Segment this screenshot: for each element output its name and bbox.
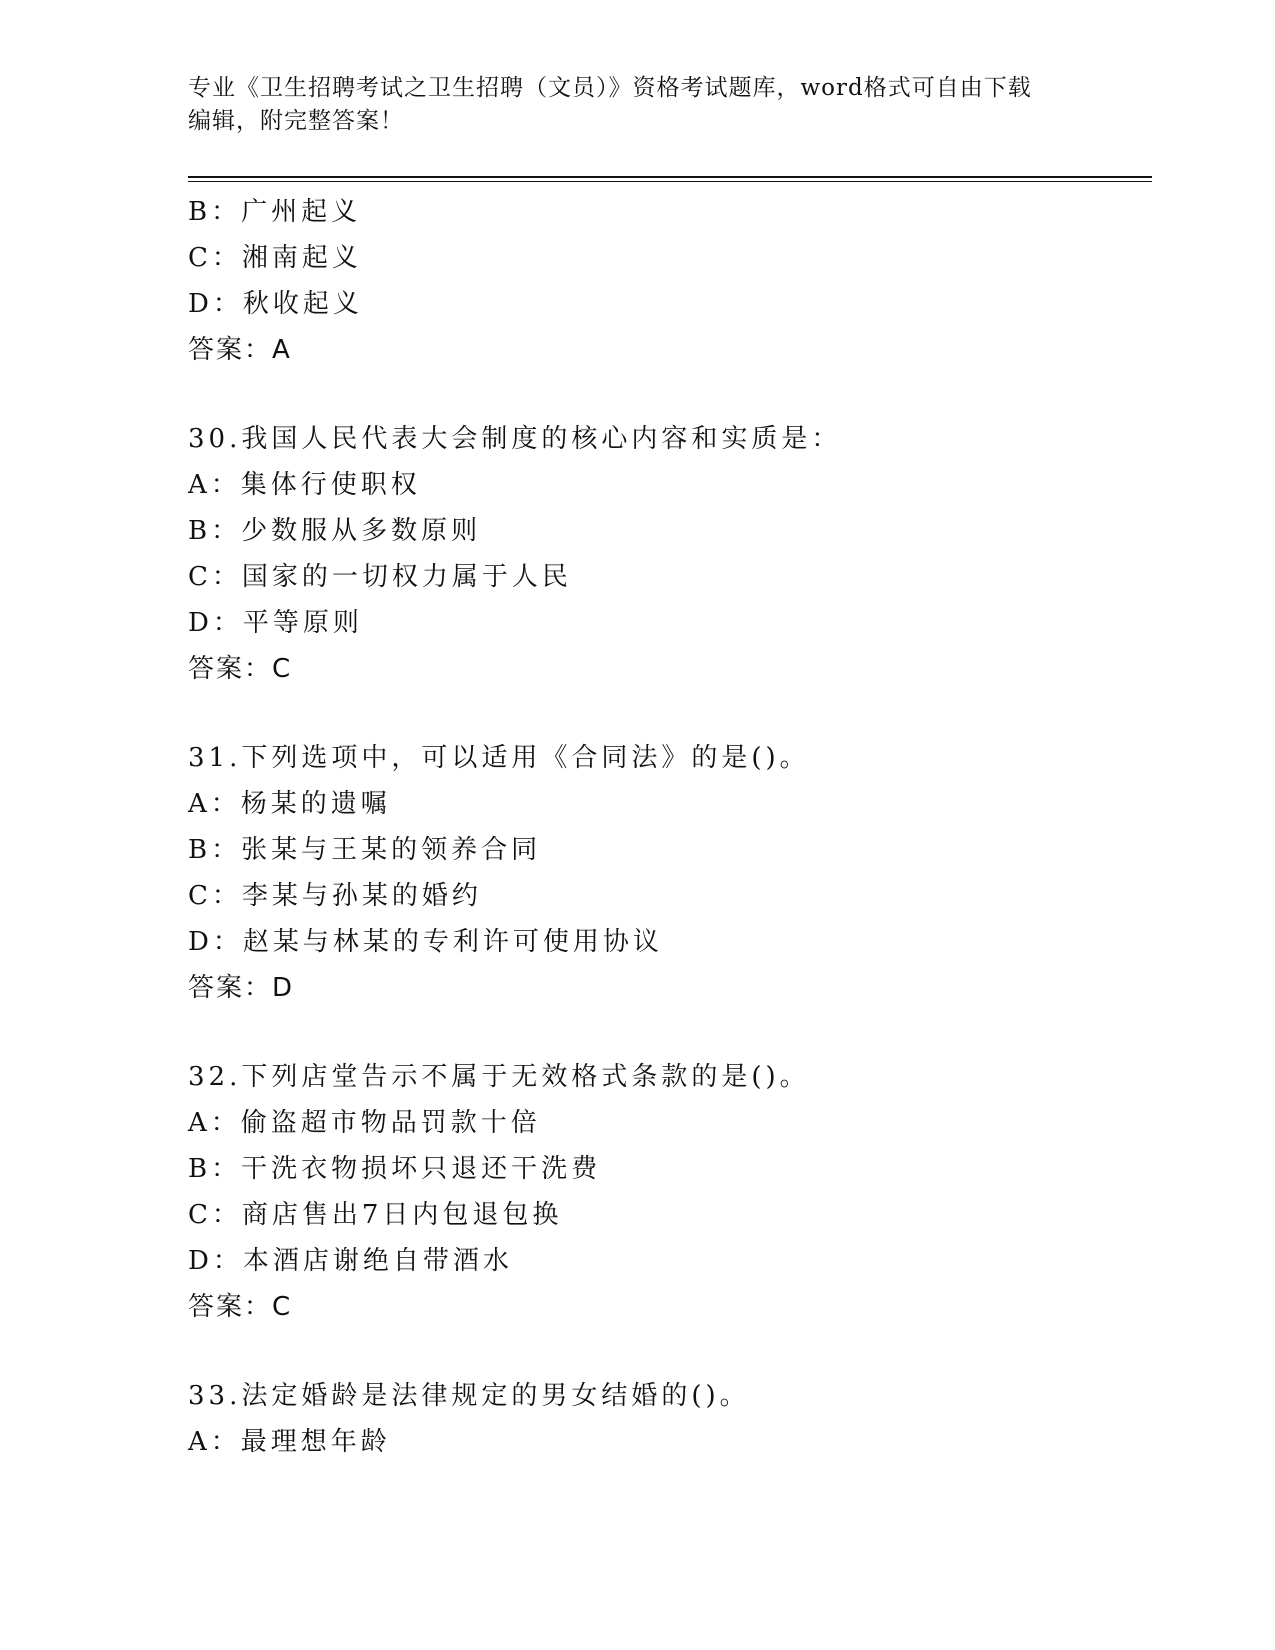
option-d: D：秋收起义	[188, 289, 363, 319]
answer-line: 答案：C	[188, 1292, 293, 1322]
question-stem: 30.我国人民代表大会制度的核心内容和实质是：	[188, 424, 842, 454]
option-c: C：湘南起义	[188, 243, 362, 273]
question-list	[188, 189, 1148, 1465]
option-d: D：赵某与林某的专利许可使用协议	[188, 927, 663, 957]
option-d: D：本酒店谢绝自带酒水	[188, 1246, 513, 1276]
option-a: A：最理想年龄	[188, 1427, 391, 1457]
header-line-2: 编辑，附完整答案！	[188, 108, 404, 134]
question-block-30	[188, 416, 1148, 692]
question-block-29	[188, 189, 1148, 373]
option-a: A：杨某的遗嘱	[188, 789, 391, 819]
option-c: C：国家的一切权力属于人民	[188, 562, 572, 592]
question-block-31	[188, 735, 1148, 1011]
option-b: B：少数服从多数原则	[188, 516, 482, 546]
question-block-32	[188, 1054, 1148, 1330]
option-a: A：集体行使职权	[188, 470, 421, 500]
header-line-1: 专业《卫生招聘考试之卫生招聘（文员）》资格考试题库，word格式可自由下载	[188, 75, 1032, 101]
option-c: C：李某与孙某的婚约	[188, 881, 482, 911]
option-b: B：张某与王某的领养合同	[188, 835, 542, 865]
option-c: C：商店售出7日内包退包换	[188, 1200, 563, 1230]
option-b: B：干洗衣物损坏只退还干洗费	[188, 1154, 602, 1184]
option-d: D：平等原则	[188, 608, 363, 638]
answer-line: 答案：D	[188, 973, 295, 1003]
option-b: B：广州起义	[188, 197, 362, 227]
question-stem: 32.下列店堂告示不属于无效格式条款的是()。	[188, 1062, 810, 1092]
header-divider-thick	[188, 176, 1152, 178]
question-block-33	[188, 1373, 1148, 1465]
question-stem: 33.法定婚龄是法律规定的男女结婚的()。	[188, 1381, 750, 1411]
option-a: A：偷盗超市物品罚款十倍	[188, 1108, 541, 1138]
answer-line: 答案：A	[188, 335, 292, 365]
answer-line: 答案：C	[188, 654, 293, 684]
document-header	[188, 72, 1088, 138]
question-stem: 31.下列选项中，可以适用《合同法》的是()。	[188, 743, 810, 773]
header-divider-thin	[188, 181, 1152, 182]
